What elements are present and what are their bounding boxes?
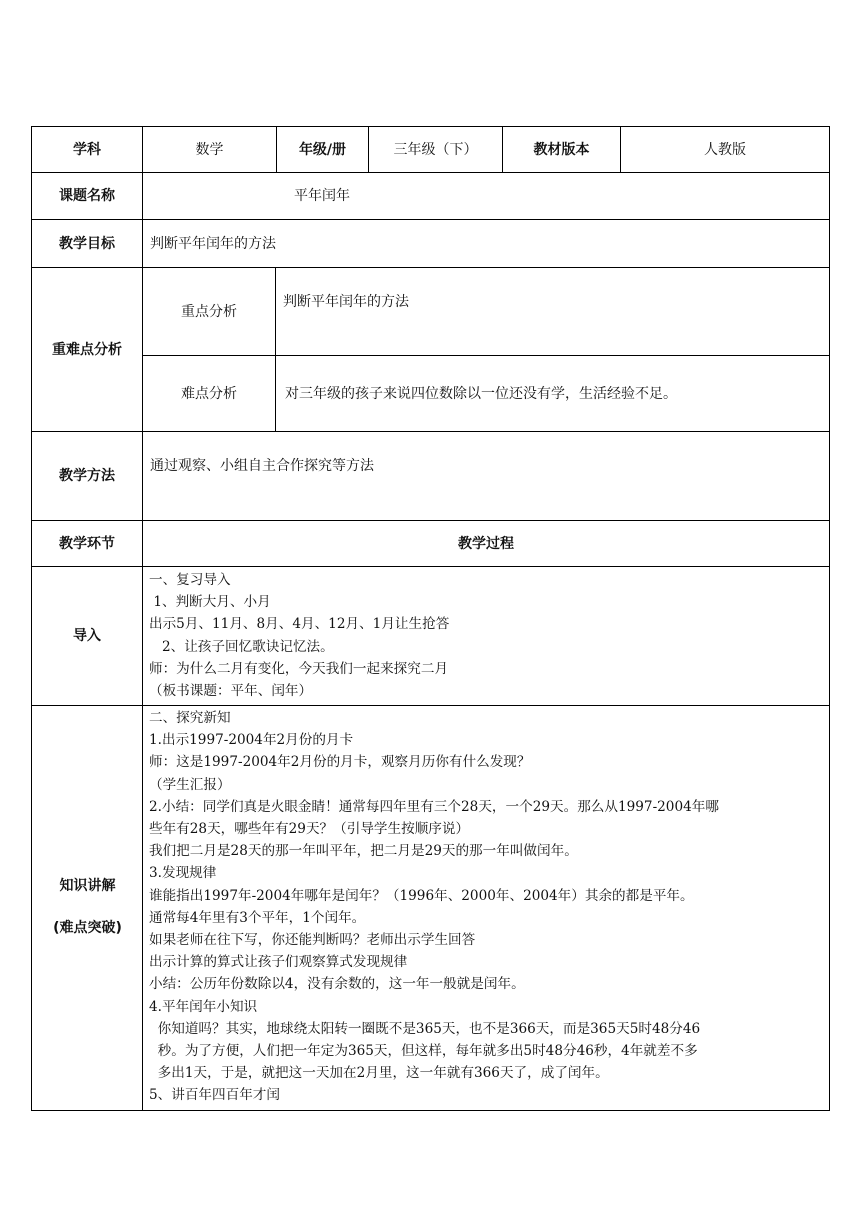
key-point-text: 判断平年闰年的方法: [283, 294, 409, 310]
process-header: 教学过程: [143, 521, 829, 567]
knowledge-line: 小结：公历年份数除以4，没有余数的，这一年一般就是闰年。: [149, 976, 525, 993]
goal-label: 教学目标: [32, 220, 143, 268]
intro-line: 师：为什么二月有变化，今天我们一起来探究二月: [149, 660, 449, 677]
difficult-point-label: 难点分析: [143, 356, 276, 432]
knowledge-line: 秒。为了方便，人们把一年定为365天，但这样，每年就多出5时48分46秒，4年就差不多: [149, 1043, 698, 1060]
key-point-value: [276, 268, 829, 356]
knowledge-line: 通常每4年里有3个平年，1个闰年。: [149, 909, 366, 926]
knowledge-content: [143, 706, 829, 1110]
knowledge-line: 出示计算的算式让孩子们观察算式发现规律: [149, 954, 408, 971]
knowledge-line: 1.出示1997-2004年2月份的月卡: [149, 732, 354, 749]
knowledge-line: 你知道吗？其实，地球绕太阳转一圈既不是365天，也不是366天，而是365天5时48分46: [149, 1020, 701, 1037]
edition-label: 教材版本: [503, 127, 621, 173]
difficult-point-text: 对三年级的孩子来说四位数除以一位还没有学，生活经验不足。: [285, 386, 677, 402]
method-label: 教学方法: [32, 432, 143, 521]
intro-line: （板书课题：平年、闰年）: [149, 683, 313, 700]
knowledge-line: 我们把二月是28天的那一年叫平年，把二月是29天的那一年叫做闰年。: [149, 843, 578, 860]
knowledge-line: 5、讲百年四百年才闰: [149, 1087, 280, 1104]
process-stage-label: 教学环节: [32, 521, 143, 567]
knowledge-line: 谁能指出1997年-2004年哪年是闰年？（1996年、2000年、2004年）其余的都是平年。: [149, 887, 694, 904]
knowledge-label: [32, 706, 143, 1110]
subject-value: 数学: [143, 127, 277, 173]
grade-value: 三年级（下）: [369, 127, 503, 173]
analysis-label: 重难点分析: [32, 268, 143, 432]
topic-value: [143, 173, 829, 220]
knowledge-title: 知识讲解: [59, 878, 116, 894]
intro-line: 2、让孩子回忆歌诀记忆法。: [149, 638, 334, 655]
edition-value: 人教版: [621, 127, 829, 173]
knowledge-line: 师：这是1997-2004年2月份的月卡，观察月历你有什么发现？: [149, 754, 531, 771]
knowledge-subtitle: (难点突破): [53, 920, 122, 936]
intro-label: 导入: [32, 567, 143, 706]
knowledge-line: 4.平年闰年小知识: [149, 998, 258, 1015]
subject-label: 学科: [32, 127, 143, 173]
method-value: [143, 432, 829, 521]
intro-line: 1、判断大月、小月: [149, 594, 271, 611]
intro-line: 一、复习导入: [149, 572, 231, 588]
knowledge-line: （学生汇报）: [149, 776, 231, 793]
goal-text: 判断平年闰年的方法: [150, 236, 276, 252]
difficult-point-value: [276, 356, 829, 432]
knowledge-line: 多出1天，于是，就把这一天加在2月里，这一年就有366天了，成了闰年。: [149, 1065, 609, 1082]
lesson-plan-table: [31, 126, 830, 1111]
knowledge-line: 些年有28天，哪些年有29天？（引导学生按顺序说）: [149, 821, 470, 838]
key-point-label: 重点分析: [143, 268, 276, 356]
intro-line: 出示5月、11月、8月、4月、12月、1月让生抢答: [149, 616, 450, 633]
intro-content: [143, 567, 829, 706]
knowledge-line: 二、探究新知: [149, 710, 231, 726]
method-text: 通过观察、小组自主合作探究等方法: [150, 458, 374, 474]
grade-label: 年级/册: [277, 127, 369, 173]
knowledge-line: 2.小结：同学们真是火眼金睛！通常每四年里有三个28天，一个29天。那么从1997-2004年哪: [149, 798, 719, 815]
knowledge-line: 3.发现规律: [149, 865, 217, 882]
knowledge-line: 如果老师在往下写，你还能判断吗？老师出示学生回答: [149, 932, 476, 949]
topic-text: 平年闰年: [294, 188, 350, 204]
topic-label: 课题名称: [32, 173, 143, 220]
goal-value: [143, 220, 829, 268]
